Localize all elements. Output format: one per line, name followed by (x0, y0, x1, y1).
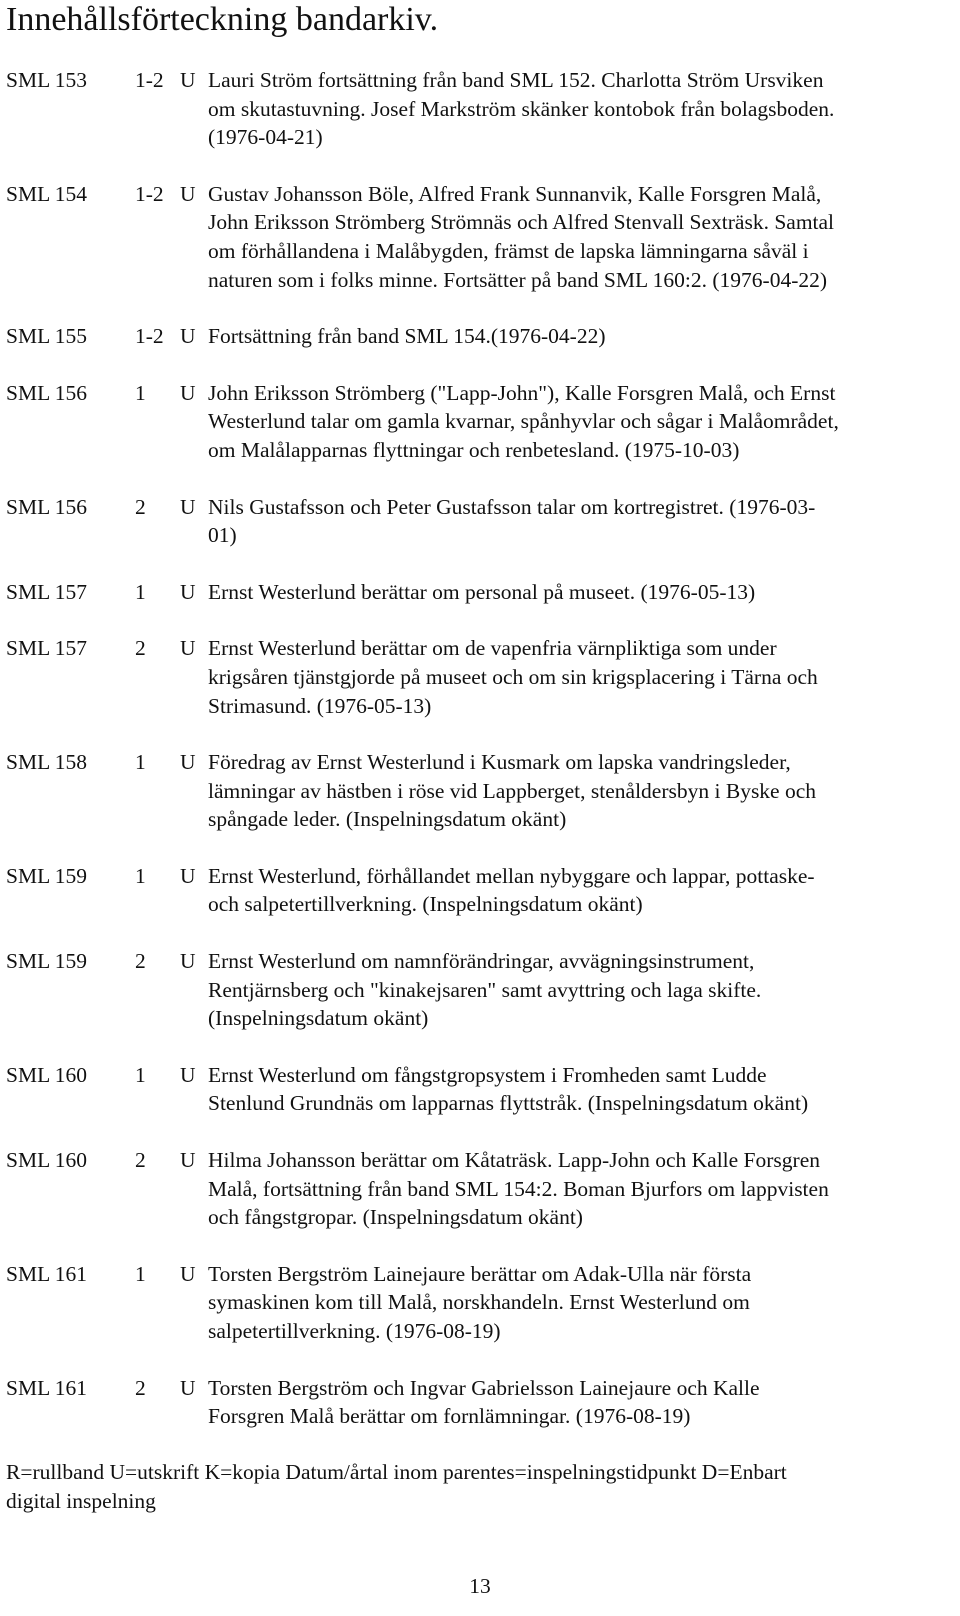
entry-band: 1-2 (135, 181, 164, 206)
entry-description (208, 1374, 948, 1431)
entry-band: 1 (135, 380, 146, 405)
entry-description-line: Gustav Johansson Böle, Alfred Frank Sunnanvik, Kalle Forsgren Malå, (208, 181, 822, 206)
entry-description-line: Westerlund talar om gamla kvarnar, spånhyvlar och sågar i Malåområdet, (208, 409, 839, 434)
entry-description-line: Stenlund Grundnäs om lapparnas flyttstråk. (Inspelningsdatum okänt) (208, 1091, 809, 1116)
entry-code: SML 157 (6, 579, 88, 604)
entry-kind: U (180, 949, 196, 974)
list-item (0, 322, 960, 351)
entry-description-line: Malå, fortsättning från band SML 154:2. Boman Bjurfors om lappvisten (208, 1176, 829, 1201)
list-item (0, 1061, 960, 1118)
entry-description-line: om Malålapparnas flyttningar och renbetesland. (1975-10-03) (208, 437, 740, 462)
entry-description-line: naturen som i folks minne. Fortsätter på band SML 160:2. (1976-04-22) (208, 267, 828, 292)
entry-description-line: Ernst Westerlund, förhållandet mellan nybyggare och lappar, pottaske- (208, 863, 815, 888)
entry-description (208, 180, 948, 294)
page-number: 13 (469, 1574, 491, 1598)
list-item (0, 1374, 960, 1431)
legend (6, 1458, 787, 1515)
list-item (0, 180, 960, 294)
entry-description-line: spångade leder. (Inspelningsdatum okänt) (208, 807, 567, 832)
legend-line: digital inspelning (6, 1488, 156, 1513)
legend-line: R=rullband U=utskrift K=kopia Datum/årtal inom parentes=inspelningstidpunkt D=Enbart (6, 1460, 787, 1484)
entry-description (208, 947, 948, 1033)
list-item (0, 862, 960, 919)
entry-band: 2 (135, 636, 146, 661)
entry-description-line: 01) (208, 523, 237, 548)
entry-description (208, 1061, 948, 1118)
entry-kind: U (180, 380, 196, 405)
entry-code: SML 161 (6, 1261, 88, 1286)
list-item (0, 947, 960, 1033)
entry-band: 2 (135, 1375, 146, 1400)
list-item (0, 1146, 960, 1232)
entry-kind: U (180, 1148, 196, 1173)
entry-band: 1 (135, 1062, 146, 1087)
entry-kind: U (180, 1375, 196, 1400)
entry-kind: U (180, 68, 196, 92)
page-title: Innehållsförteckning bandarkiv. (6, 1, 439, 38)
entry-description-line: Ernst Westerlund om namnförändringar, avvägningsinstrument, (208, 949, 755, 974)
entry-description-line: om förhållandena i Malåbygden, främst de lapska lämningarna såväl i (208, 238, 809, 263)
entry-description-line: (1976-04-21) (208, 125, 323, 150)
entry-description (208, 1146, 948, 1232)
entry-description (208, 578, 948, 607)
entry-code: SML 159 (6, 949, 88, 974)
entry-code: SML 155 (6, 324, 88, 349)
entry-code: SML 156 (6, 494, 88, 519)
list-item (0, 748, 960, 834)
entry-code: SML 157 (6, 636, 88, 661)
entry-description (208, 66, 948, 152)
entry-code: SML 153 (6, 68, 88, 92)
entry-description (208, 634, 948, 720)
entry-description (208, 493, 948, 550)
entry-kind: U (180, 636, 196, 661)
entry-description-line: (Inspelningsdatum okänt) (208, 1006, 429, 1031)
entry-description-line: Lauri Ström fortsättning från band SML 152. Charlotta Ström Ursviken (208, 68, 824, 92)
entry-description-line: Torsten Bergström Lainejaure berättar om Adak-Ulla när första (208, 1261, 752, 1286)
list-item (0, 578, 960, 607)
entry-description-line: om skutastuvning. Josef Markström skänker kontobok från bolagsboden. (208, 96, 835, 121)
entry-description-line: salpetertillverkning. (1976-08-19) (208, 1319, 501, 1343)
entry-band: 2 (135, 949, 146, 974)
entry-band: 1 (135, 750, 146, 775)
entry-description-line: Nils Gustafsson och Peter Gustafsson talar om kortregistret. (1976-03- (208, 494, 816, 519)
entry-kind: U (180, 494, 196, 519)
entry-band: 1-2 (135, 68, 164, 92)
entry-description-line: Ernst Westerlund berättar om de vapenfria värnpliktiga som under (208, 636, 777, 661)
entry-description-line: Forsgren Malå berättar om fornlämningar. (1976-08-19) (208, 1404, 691, 1429)
list-item (0, 379, 960, 465)
entry-description-line: lämningar av hästben i röse vid Lappberget, stenåldersbyn i Byske och (208, 778, 817, 803)
list-item (0, 634, 960, 720)
entry-band: 1 (135, 1261, 146, 1286)
list-item (0, 66, 960, 152)
entry-code: SML 161 (6, 1375, 88, 1400)
entry-description-line: Fortsättning från band SML 154.(1976-04-22) (208, 324, 606, 349)
list-item (0, 493, 960, 550)
entry-kind: U (180, 579, 196, 604)
entry-band: 1 (135, 579, 146, 604)
entry-description-line: och fångstgropar. (Inspelningsdatum okänt) (208, 1205, 583, 1230)
entry-code: SML 158 (6, 750, 88, 775)
entry-band: 1 (135, 863, 146, 888)
entry-description-line: Hilma Johansson berättar om Kåtaträsk. Lapp-John och Kalle Forsgren (208, 1148, 820, 1173)
entry-code: SML 160 (6, 1148, 88, 1173)
entry-code: SML 160 (6, 1062, 88, 1087)
list-item (0, 1260, 960, 1346)
entry-description-line: krigsåren tjänstgjorde på museet och om sin krigsplacering i Tärna och (208, 664, 818, 689)
entry-kind: U (180, 1062, 196, 1087)
entry-description-line: Rentjärnsberg och "kinakejsaren" samt avyttring och laga skifte. (208, 977, 762, 1002)
entry-kind: U (180, 863, 196, 888)
entry-list (0, 66, 960, 1459)
entry-description (208, 1260, 948, 1346)
entry-description-line: John Eriksson Strömberg ("Lapp-John"), Kalle Forsgren Malå, och Ernst (208, 380, 836, 405)
entry-description-line: Strimasund. (1976-05-13) (208, 693, 432, 718)
entry-code: SML 156 (6, 380, 88, 405)
entry-description (208, 862, 948, 919)
entry-code: SML 154 (6, 181, 88, 206)
entry-description (208, 748, 948, 834)
entry-description-line: John Eriksson Strömberg Strömnäs och Alfred Stenvall Sexträsk. Samtal (208, 210, 835, 235)
entry-band: 1-2 (135, 324, 164, 349)
entry-band: 2 (135, 494, 146, 519)
entry-description (208, 379, 948, 465)
entry-description-line: symaskinen kom till Malå, norskhandeln. Ernst Westerlund om (208, 1290, 750, 1315)
entry-description-line: Föredrag av Ernst Westerlund i Kusmark om lapska vandringsleder, (208, 750, 791, 775)
entry-description-line: Ernst Westerlund om fångstgropsystem i Fromheden samt Ludde (208, 1062, 767, 1087)
entry-kind: U (180, 1261, 196, 1286)
entry-kind: U (180, 324, 196, 349)
entry-kind: U (180, 181, 196, 206)
entry-description-line: och salpetertillverkning. (Inspelningsdatum okänt) (208, 892, 643, 917)
entry-code: SML 159 (6, 863, 88, 888)
entry-band: 2 (135, 1148, 146, 1173)
entry-description (208, 322, 948, 351)
entry-description-line: Ernst Westerlund berättar om personal på museet. (1976-05-13) (208, 579, 756, 604)
entry-description-line: Torsten Bergström och Ingvar Gabrielsson Lainejaure och Kalle (208, 1375, 760, 1400)
entry-kind: U (180, 750, 196, 775)
